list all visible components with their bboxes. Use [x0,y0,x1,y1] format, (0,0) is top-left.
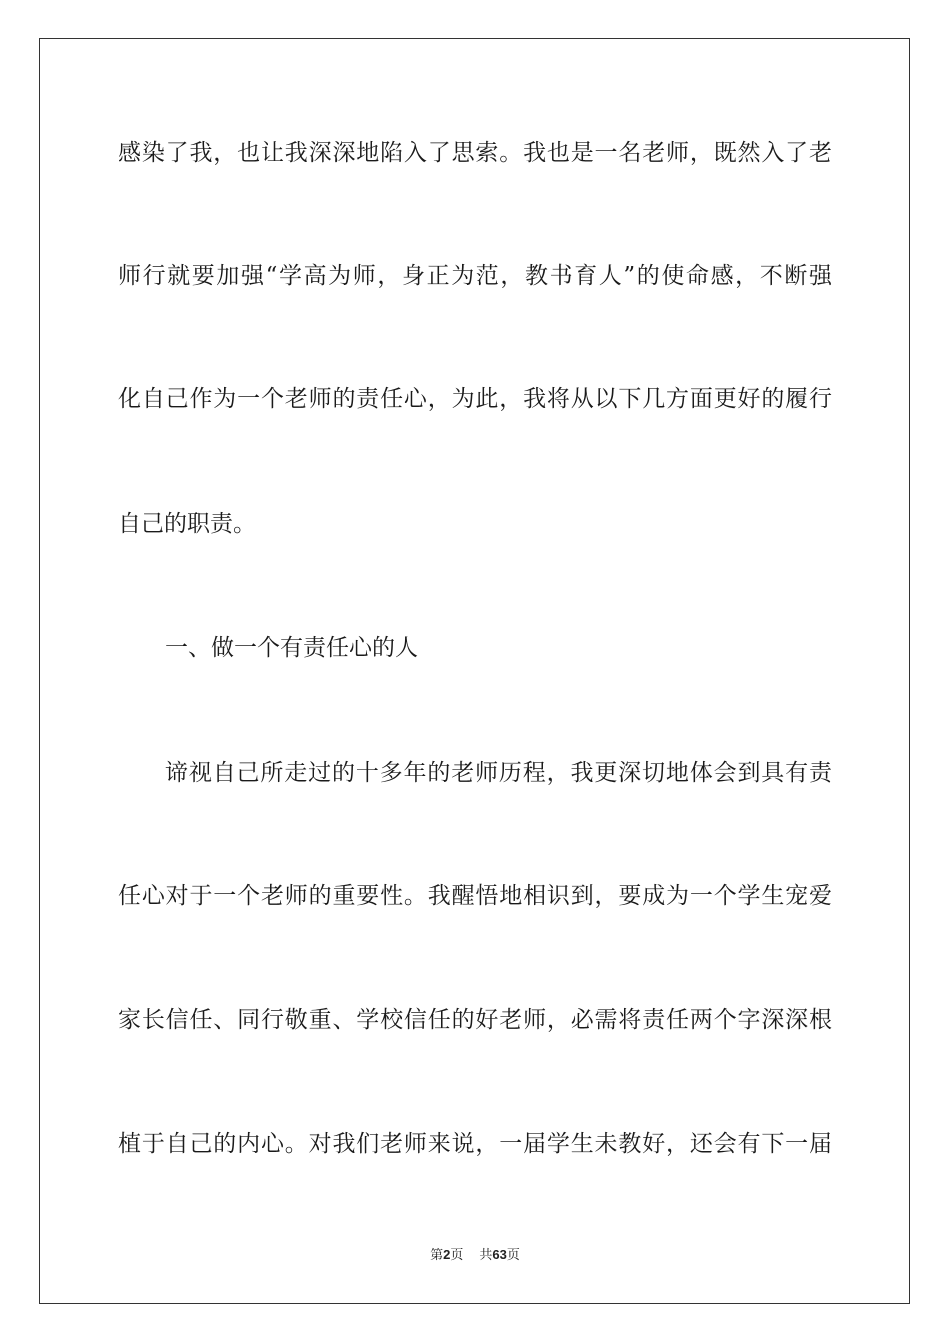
page-number: 2 [443,1247,451,1262]
body-text-line: 谛视自己所走过的十多年的老师历程，我更深切地体会到具有责 [165,760,832,786]
body-text-line: 化自己作为一个老师的责任心，为此，我将从以下几方面更好的履行 [118,386,832,412]
section-heading: 一、做一个有责任心的人 [165,635,418,661]
body-text-line: 师行就要加强“学高为师，身正为范，教书育人”的使命感，不断强 [118,263,832,289]
total-label-prefix: 共 [479,1248,493,1263]
total-pages: 63 [492,1247,507,1262]
total-label-suffix: 页 [506,1248,520,1263]
body-text-line: 任心对于一个老师的重要性。我醒悟地相识到，要成为一个学生宠爱 [118,883,832,909]
page-border [39,38,910,1304]
page-footer [0,1246,950,1265]
body-text-line: 自己的职责。 [118,511,256,537]
page-label-suffix: 页 [450,1248,464,1263]
body-text-line: 感染了我，也让我深深地陷入了思索。我也是一名老师，既然入了老 [118,140,832,166]
body-text-line: 植于自己的内心。对我们老师来说，一届学生未教好，还会有下一届 [118,1131,832,1157]
page-label-prefix: 第 [430,1248,444,1263]
body-text-line: 家长信任、同行敬重、学校信任的好老师，必需将责任两个字深深根 [118,1007,832,1033]
